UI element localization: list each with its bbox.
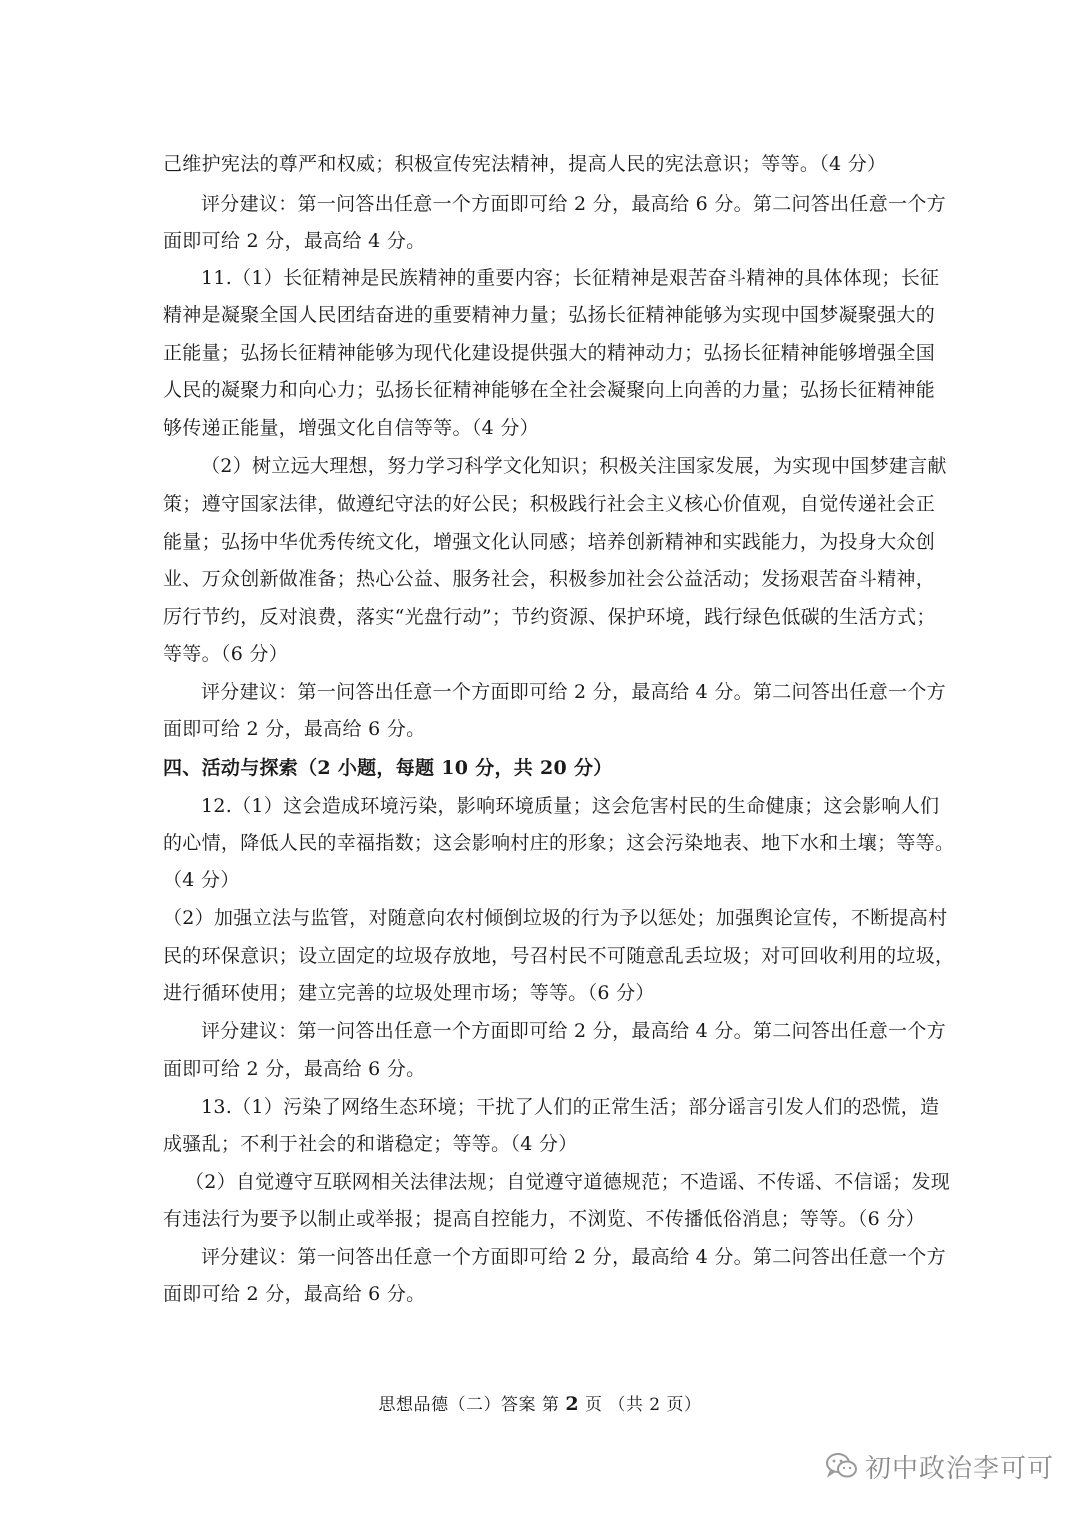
footer-suffix: 页 （共 2 页） — [584, 1395, 702, 1415]
text-line: 业、万众创新做准备；热心公益、服务社会，积极参加社会公益活动；发扬艰苦奋斗精神， — [163, 568, 936, 590]
text-line: 精神是凝聚全国人民团结奋进的重要精神力量；弘扬长征精神能够为实现中国梦凝聚强大的 — [163, 304, 936, 326]
text-line: 面即可给 2 分，最高给 6 分。 — [163, 718, 426, 740]
text-line: （2）自觉遵守互联网相关法律法规；自觉遵守道德规范；不造谣、不传谣、不信谣；发现 — [185, 1171, 951, 1193]
text-line: 面即可给 2 分，最高给 4 分。 — [163, 230, 426, 252]
text-line: 评分建议：第一问答出任意一个方面即可给 2 分，最高给 4 分。第二问答出任意一个方 — [201, 1020, 946, 1042]
text-line: 的心情，降低人民的幸福指数；这会影响村庄的形象；这会污染地表、地下水和土壤；等等。 — [163, 832, 955, 854]
text-line: 能量；弘扬中华优秀传统文化，增强文化认同感；培养创新精神和实践能力，为投身大众创 — [163, 531, 936, 553]
footer-prefix: 思想品德（二）答案 第 — [378, 1395, 560, 1415]
text-line: 等等。（6 分） — [163, 643, 289, 665]
page-footer — [0, 1393, 1080, 1416]
text-line: （2）加强立法与监管，对随意向农村倾倒垃圾的行为予以惩处；加强舆论宣传，不断提高村 — [163, 907, 948, 929]
text-line: 评分建议：第一问答出任意一个方面即可给 2 分，最高给 6 分。第二问答出任意一个方 — [201, 193, 946, 215]
text-line: 12.（1）这会造成环境污染，影响环境质量；这会危害村民的生命健康；这会影响人们 — [201, 795, 940, 817]
watermark-text: 初中政治李可可 — [865, 1453, 1055, 1484]
text-line: 11.（1）长征精神是民族精神的重要内容；长征精神是艰苦奋斗精神的具体体现；长征 — [201, 267, 940, 289]
text-line: 成骚乱；不利于社会的和谐稳定；等等。（4 分） — [163, 1133, 578, 1155]
wechat-icon — [825, 1451, 859, 1481]
text-line: 人民的凝聚力和向心力；弘扬长征精神能够在全社会凝聚向上向善的力量；弘扬长征精神能 — [163, 379, 936, 401]
text-line: 己维护宪法的尊严和权威；积极宣传宪法精神，提高人民的宪法意识；等等。（4 分） — [163, 153, 887, 175]
text-line: 13.（1）污染了网络生态环境；干扰了人们的正常生活；部分谣言引发人们的恐慌，造 — [201, 1096, 940, 1118]
text-line: 面即可给 2 分，最高给 6 分。 — [163, 1283, 426, 1305]
text-line: 策；遵守国家法律，做遵纪守法的好公民；积极践行社会主义核心价值观，自觉传递社会正 — [163, 493, 936, 515]
footer-page-number: 2 — [565, 1393, 580, 1415]
section-heading: 四、活动与探索（2 小题，每题 10 分，共 20 分） — [163, 757, 613, 779]
text-line: 够传递正能量，增强文化自信等等。（4 分） — [163, 417, 539, 439]
text-line: （4 分） — [163, 869, 240, 891]
text-line: 进行循环使用；建立完善的垃圾处理市场；等等。（6 分） — [163, 982, 655, 1004]
text-line: （2）树立远大理想，努力学习科学文化知识；积极关注国家发展，为实现中国梦建言献 — [201, 455, 947, 477]
text-line: 厉行节约，反对浪费，落实“光盘行动”；节约资源、保护环境，践行绿色低碳的生活方式； — [163, 606, 936, 628]
text-line: 正能量；弘扬长征精神能够为现代化建设提供强大的精神动力；弘扬长征精神能够增强全国 — [163, 342, 936, 364]
text-line: 面即可给 2 分，最高给 6 分。 — [163, 1058, 426, 1080]
text-line: 有违法行为要予以制止或举报；提高自控能力，不浏览、不传播低俗消息；等等。（6 分） — [163, 1208, 925, 1230]
text-line: 民的环保意识；设立固定的垃圾存放地，号召村民不可随意乱丢垃圾；对可回收利用的垃圾， — [163, 945, 955, 967]
text-line: 评分建议：第一问答出任意一个方面即可给 2 分，最高给 4 分。第二问答出任意一个方 — [201, 1246, 946, 1268]
watermark — [825, 1446, 1055, 1486]
text-line: 评分建议：第一问答出任意一个方面即可给 2 分，最高给 4 分。第二问答出任意一个方 — [201, 681, 946, 703]
